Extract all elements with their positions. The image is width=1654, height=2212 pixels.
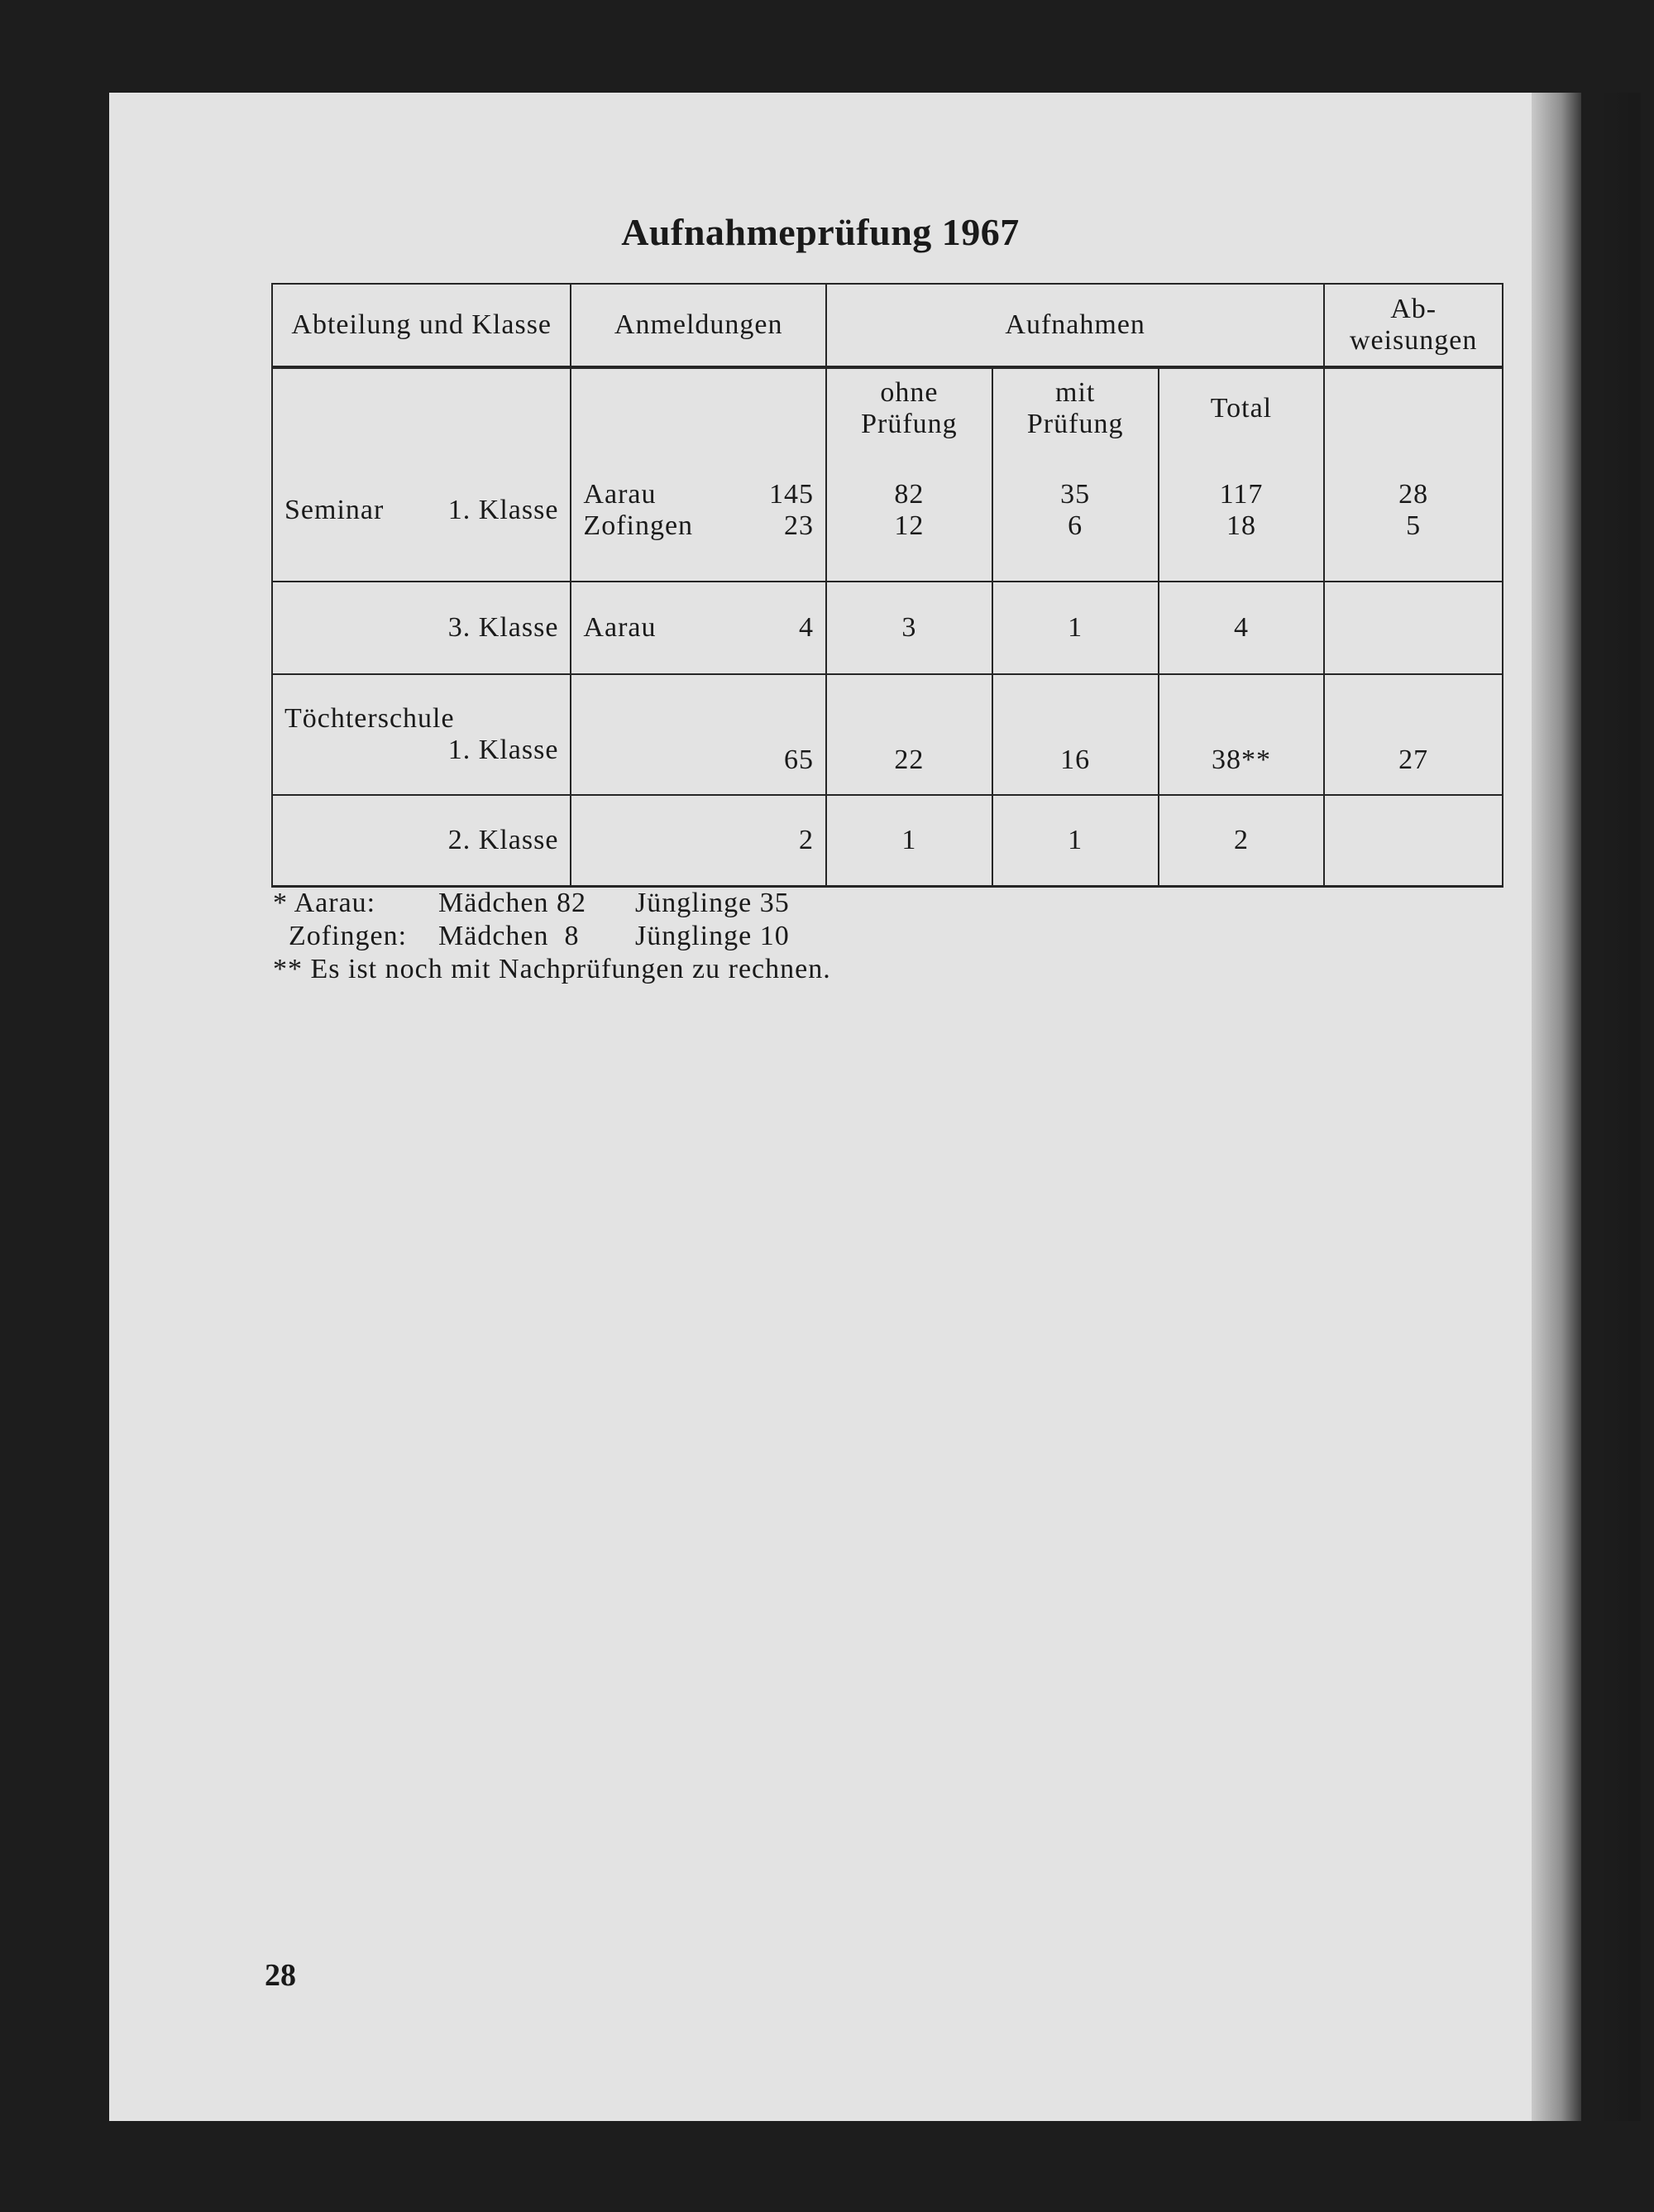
subheader-ohne-line1: ohne	[880, 377, 939, 408]
subheader-empty-anmeldungen	[571, 367, 826, 440]
subheader-mit-line2: Prüfung	[1026, 409, 1124, 439]
subheader-mit-pruefung	[992, 367, 1159, 440]
row-toechter2-mit: 1	[992, 795, 1159, 887]
row-seminar1-abw-1: 28	[1398, 479, 1429, 510]
row-seminar1-anmeldungen	[571, 440, 826, 582]
document-page	[109, 93, 1532, 2121]
row-seminar1-ohne	[826, 440, 992, 582]
footnote-aarau	[273, 887, 831, 920]
row-seminar1-total-2: 18	[1226, 510, 1256, 541]
footnote-aarau-label: * Aarau:	[273, 888, 376, 918]
row-toechter1-abweisungen: 27	[1324, 674, 1503, 795]
footnote-nachpruefungen: ** Es ist noch mit Nachprüfungen zu rechnen.	[273, 954, 831, 984]
page-title: Aufnahmeprüfung 1967	[621, 211, 1020, 253]
row-toechter2-ohne: 1	[826, 795, 992, 887]
header-aufnahmen: Aufnahmen	[826, 284, 1324, 367]
row-toechter1-label	[272, 674, 571, 795]
row-seminar3-mit: 1	[992, 582, 1159, 674]
row-seminar1-total	[1159, 440, 1325, 582]
header-abweisungen	[1324, 284, 1503, 367]
row-seminar1-anm-val1: 145	[769, 479, 814, 510]
footnotes	[273, 887, 831, 986]
row-seminar1-total-1: 117	[1219, 479, 1264, 510]
row-toechter1-ohne: 22	[826, 674, 992, 795]
row-toechter1-label-b: 1. Klasse	[447, 735, 559, 765]
row-seminar1-ohne-1: 82	[894, 479, 925, 510]
row-seminar1-anm-place2: Zofingen	[583, 510, 694, 541]
row-seminar1-mit	[992, 440, 1159, 582]
row-toechter2-abweisungen	[1324, 795, 1503, 887]
subheader-empty-abteilung	[272, 367, 571, 440]
row-seminar1-abw-2: 5	[1406, 510, 1422, 541]
subheader-total: Total	[1159, 367, 1325, 440]
row-seminar1-abweisungen	[1324, 440, 1503, 582]
table-row	[272, 440, 1503, 582]
row-seminar1-label-a: Seminar	[284, 495, 385, 525]
row-toechter2-anmeldungen: 2	[571, 795, 826, 887]
page-edge-right	[1532, 93, 1581, 2121]
row-toechter1-anmeldungen: 65	[571, 674, 826, 795]
row-toechter2-total: 2	[1159, 795, 1325, 887]
row-seminar1-label	[272, 440, 571, 582]
table-row	[272, 674, 1503, 795]
header-abweisungen-line1: Ab-	[1390, 294, 1437, 324]
row-seminar3-total: 4	[1159, 582, 1325, 674]
footnote-zofingen-label: Zofingen:	[273, 921, 408, 951]
row-seminar3-abweisungen	[1324, 582, 1503, 674]
table-row	[272, 795, 1503, 887]
row-seminar1-anm-place1: Aarau	[583, 479, 657, 510]
row-seminar3-anmeldungen	[571, 582, 826, 674]
row-seminar1-mit-1: 35	[1060, 479, 1091, 510]
row-seminar1-ohne-2: 12	[894, 510, 925, 541]
row-toechter1-mit: 16	[992, 674, 1159, 795]
row-seminar3-ohne: 3	[826, 582, 992, 674]
page-fold-shadow	[1598, 93, 1641, 2121]
header-abteilung: Abteilung und Klasse	[272, 284, 571, 367]
table-row	[272, 582, 1503, 674]
header-anmeldungen: Anmeldungen	[571, 284, 826, 367]
page-number: 28	[265, 1958, 296, 1993]
row-seminar3-anm-val: 4	[799, 612, 814, 643]
row-seminar1-mit-2: 6	[1068, 510, 1083, 541]
row-seminar3-label: 3. Klasse	[272, 582, 571, 674]
row-toechter1-total: 38**	[1159, 674, 1325, 795]
table-header-row	[272, 284, 1503, 367]
admissions-table	[271, 283, 1503, 888]
footnote-aarau-juenglinge: Jünglinge 35	[635, 888, 790, 918]
footnote-aarau-maedchen: Mädchen 82	[438, 888, 587, 918]
footnote-zofingen-juenglinge: Jünglinge 10	[635, 921, 790, 951]
row-toechter2-label: 2. Klasse	[272, 795, 571, 887]
header-abweisungen-line2: weisungen	[1349, 325, 1478, 356]
subheader-ohne-line2: Prüfung	[861, 409, 958, 439]
row-seminar1-anm-val2: 23	[784, 510, 814, 541]
subheader-ohne-pruefung	[826, 367, 992, 440]
footnote-zofingen-maedchen: Mädchen 8	[438, 921, 580, 951]
subheader-mit-line1: mit	[1055, 377, 1096, 408]
row-seminar3-anm-place: Aarau	[583, 612, 657, 643]
footnote-zofingen	[273, 920, 831, 953]
subheader-empty-abweisungen	[1324, 367, 1503, 440]
row-seminar1-label-b: 1. Klasse	[447, 495, 559, 525]
row-toechter1-label-a: Töchterschule	[284, 703, 455, 734]
table-subheader-row	[272, 367, 1503, 440]
